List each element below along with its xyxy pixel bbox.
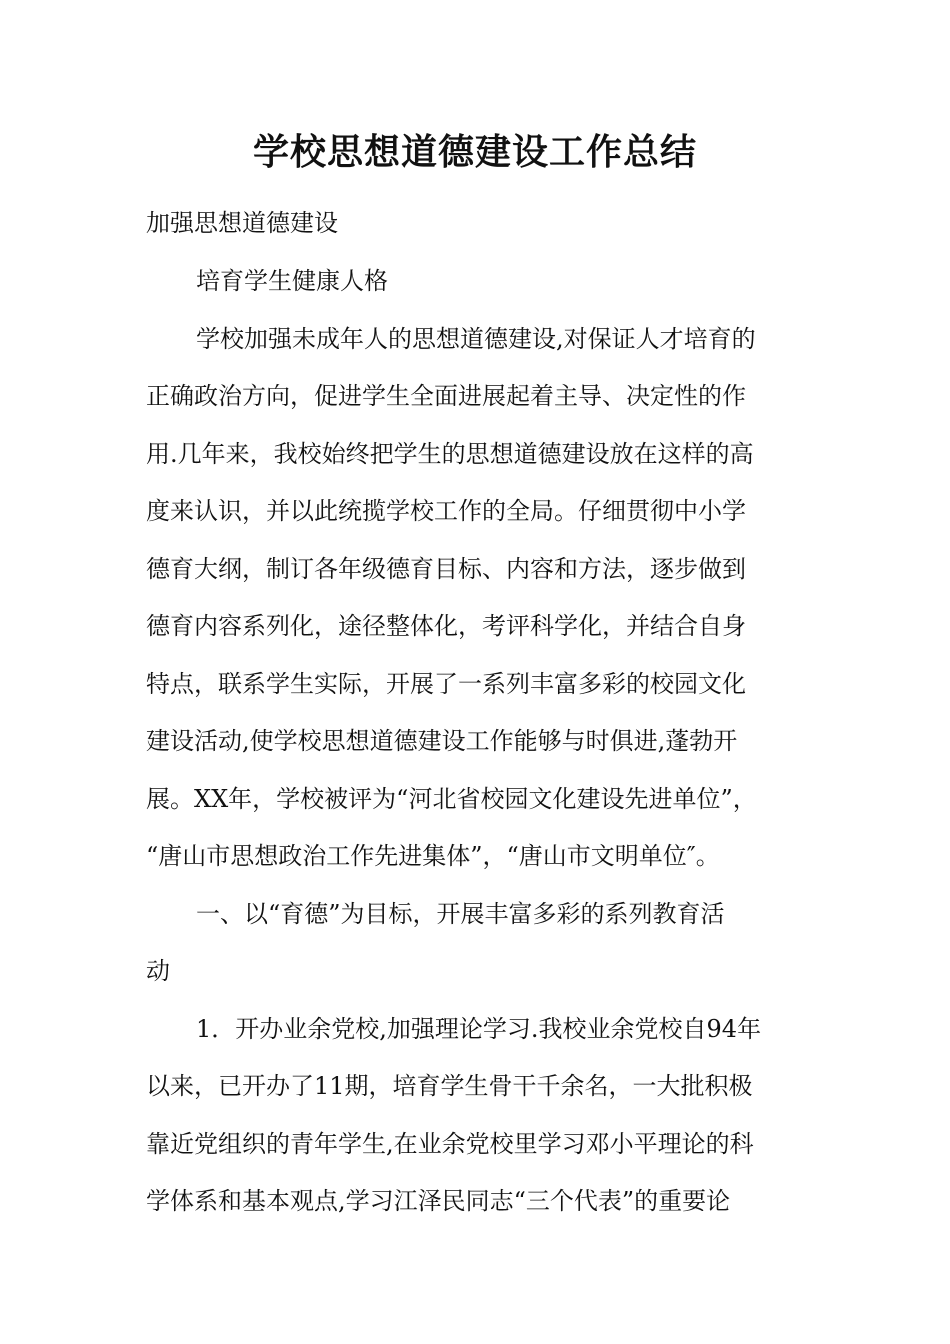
paragraph-line: 用.几年来，我校始终把学生的思想道德建设放在这样的高	[146, 440, 754, 468]
paragraph-line: 展。XX年，学校被评为“河北省校园文化建设先进单位”，	[146, 785, 757, 813]
paragraph-line: 以来，已开办了11期，培育学生骨干千余名，一大批积极	[146, 1072, 753, 1100]
paragraph-line: 靠近党组织的青年学生,在业余党校里学习邓小平理论的科	[146, 1130, 754, 1158]
paragraph-line: 德育大纲，制订各年级德育目标、内容和方法，逐步做到	[146, 555, 746, 583]
paragraph-line: 学校加强未成年人的思想道德建设,对保证人才培育的	[196, 325, 756, 353]
paragraph-line: 学体系和基本观点,学习江泽民同志“三个代表”的重要论	[146, 1187, 731, 1215]
document-title: 学校思想道德建设工作总结	[252, 131, 697, 173]
paragraph-line: 1．开办业余党校,加强理论学习.我校业余党校自94年	[196, 1015, 762, 1043]
paragraph-line: 特点，联系学生实际，开展了一系列丰富多彩的校园文化	[146, 670, 746, 698]
paragraph-line: 德育内容系列化，途径整体化，考评科学化，并结合自身	[146, 612, 746, 640]
section-heading-line: 动	[146, 957, 170, 985]
paragraph-line: 正确政治方向，促进学生全面进展起着主导、决定性的作	[146, 382, 746, 410]
subtitle-line-2: 培育学生健康人格	[196, 267, 388, 295]
paragraph-line: 度来认识，并以此统揽学校工作的全局。仔细贯彻中小学	[146, 497, 746, 525]
paragraph-line: “唐山市思想政治工作先进集体”，“唐山市文明单位″。	[146, 842, 720, 870]
section-heading-line: 一、以“育德”为目标，开展丰富多彩的系列教育活	[196, 900, 725, 928]
subtitle-line-1: 加强思想道德建设	[146, 209, 338, 237]
paragraph-line: 建设活动,使学校思想道德建设工作能够与时俱进,蓬勃开	[146, 727, 738, 755]
